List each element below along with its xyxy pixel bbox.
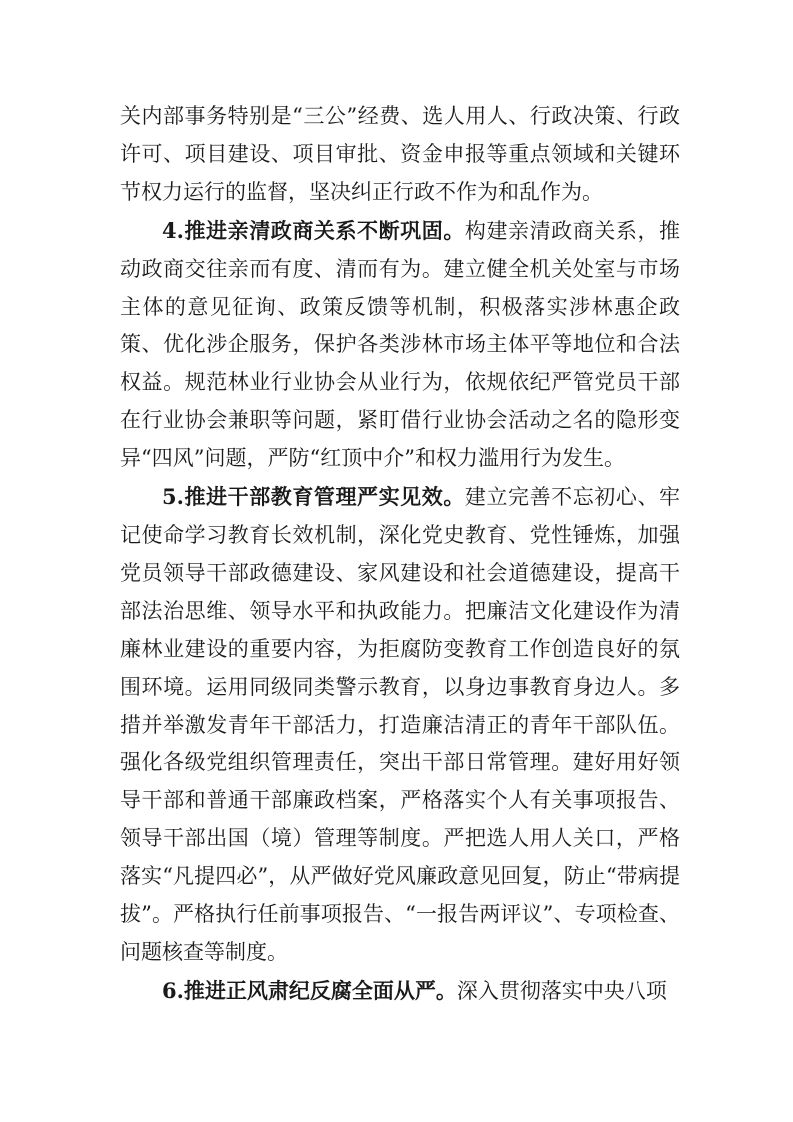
paragraph-item-5 [120, 478, 680, 972]
paragraph-text: 关内部事务特别是“三公”经费、选人用人、行政决策、行政许可、项目建设、项目审批、资金申报等重点领域和关键环节权力运行的监督，坚决纠正行政不作为和乱作为。 [120, 104, 680, 204]
paragraph-item-6 [120, 972, 680, 1011]
paragraph-text: 建立完善不忘初心、牢记使命学习教育长效机制，深化党史教育、党性锤炼，加强党员领导干部政德建设、家风建设和社会道德建设，提高干部法治思维、领导水平和执政能力。把廉洁文化建设作为清廉林业建设的重要内容，为拒腐防变教育工作创造良好的氛围环境。运用同级同类警示教育，以身边事教育身边人。多措并举激发青年干部活力，打造廉洁清正的青年干部队伍。强化各级党组织管理责任，突出干部日常管理。建好用好领导干部和普通干部廉政档案，严格落实个人有关事项报告、领导干部出国（境）管理等制度。严把选人用人关口，严格落实“凡提四必”，从严做好党风廉政意见回复，防止“带病提拔”。严格执行任前事项报告、“一报告两评议”、专项检查、问题核查等制度。 [120, 485, 681, 964]
paragraph-continued [120, 98, 680, 212]
paragraph-text: 构建亲清政商关系，推动政商交往亲而有度、清而有为。建立健全机关处室与市场主体的意见征询、政策反馈等机制，积极落实涉林惠企政策、优化涉企服务，保护各类涉林市场主体平等地位和合法权益。规范林业行业协会从业行为，依规依纪严管党员干部在行业协会兼职等问题，紧盯借行业协会活动之名的隐形变异“四风”问题，严防“红顶中介”和权力滥用行为发生。 [120, 218, 681, 471]
paragraph-text: 深入贯彻落实中央八项 [456, 978, 667, 1003]
paragraph-item-4 [120, 212, 680, 478]
paragraph-heading: 5.推进干部教育管理严实见效。 [162, 484, 465, 510]
paragraph-heading: 6.推进正风肃纪反腐全面从严。 [162, 977, 457, 1003]
document-body [120, 98, 680, 1011]
paragraph-heading: 4.推进亲清政商关系不断巩固。 [162, 217, 465, 243]
